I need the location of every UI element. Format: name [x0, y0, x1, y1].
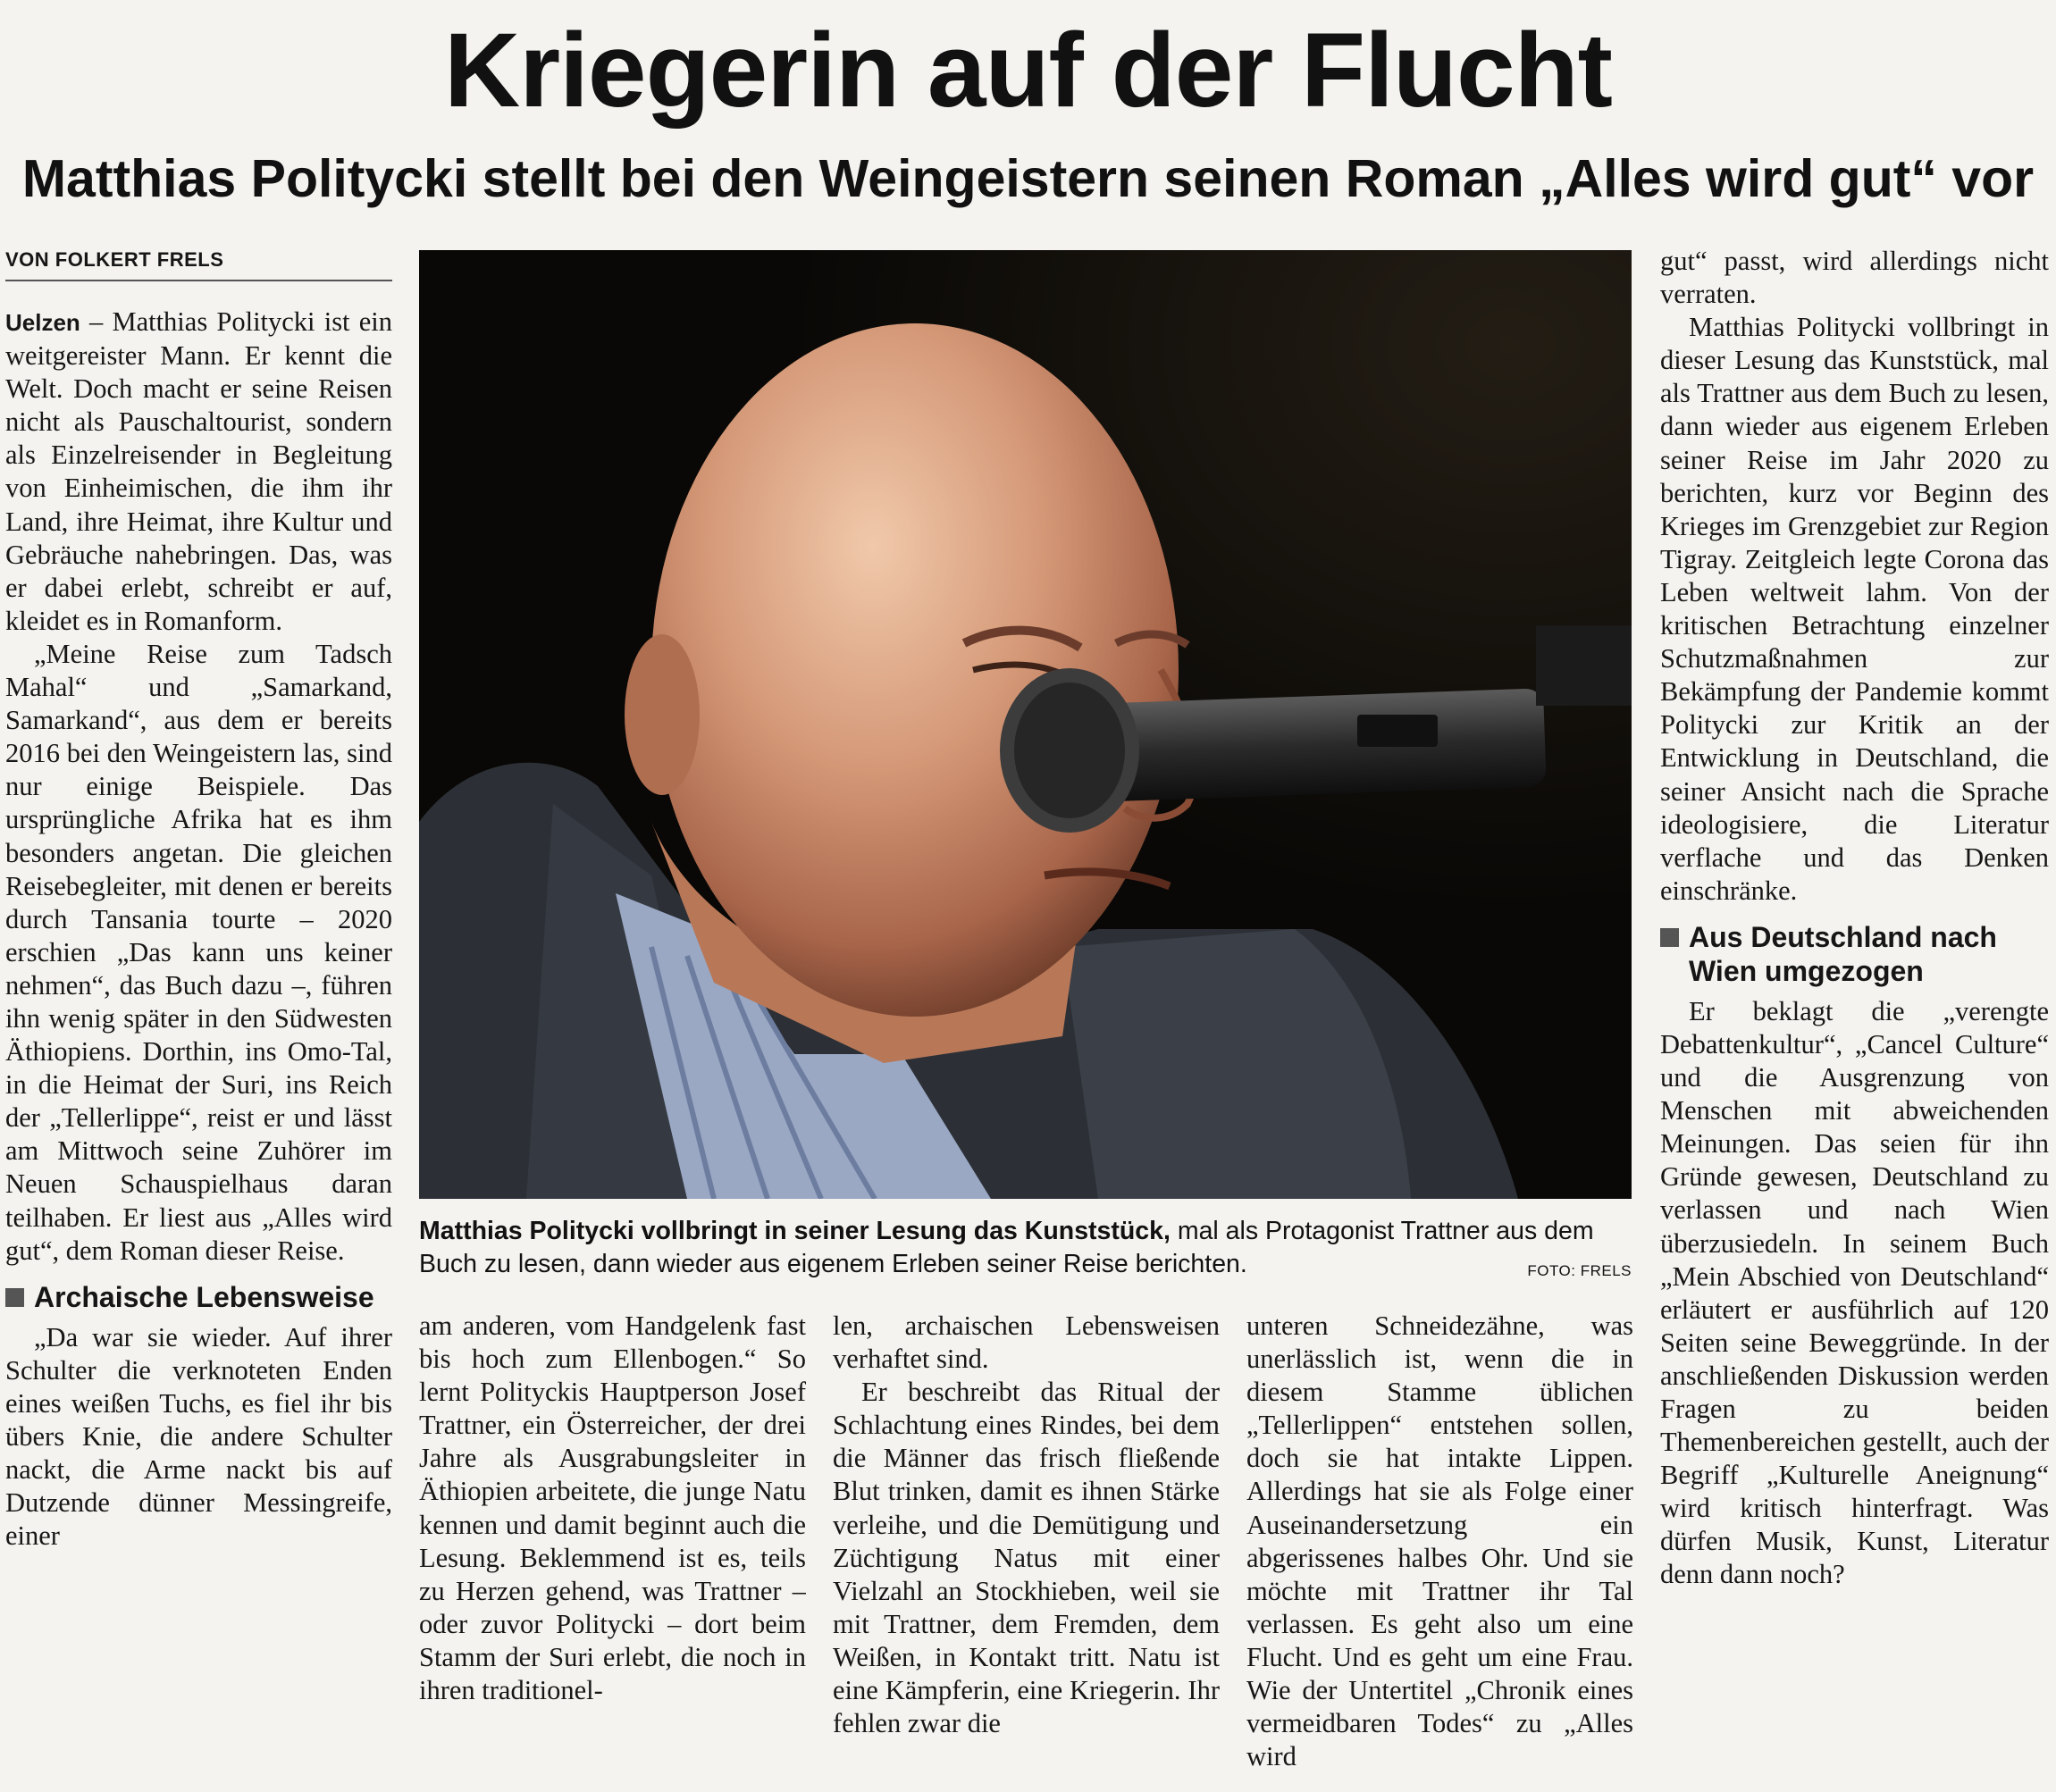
dateline: Uelzen — [5, 309, 80, 336]
paragraph: Er beschreibt das Ritual der Schlachtung eines Rindes, bei dem die Männer das frisch fließende Blut trinken, damit es ihnen Stärke verleihe, und die Demütigung und Züchtigung Natus mit einer Vielzahl an Stockhieben, weil sie mit Trattner, dem Fremden, dem Weißen, in Kontakt tritt. Natu ist eine Kämpferin, eine Kriegerin. Ihr fehlen zwar die — [833, 1377, 1220, 1739]
photo-caption — [419, 1215, 1632, 1287]
paragraph: Er beklagt die „verengte Debattenkultur“, „Cancel Culture“ und die Ausgrenzung von Menschen mit abweichenden Meinungen. Das seien für ihn Gründe gewesen, Deutschland zu verlassen und nach Wien überzusiedeln. In seinem Buch „Mein Abschied von Deutschland“ erläutert er ausführlich auf 120 Seiten seine Beweggründe. In der anschließenden Diskussion werden Fragen zu beiden Themenbereichen gestellt, auch der Begriff „Kulturelle Aneignung“ wird kritisch hinterfragt. Was dürfen Musik, Kunst, Literatur denn dann noch? — [1660, 995, 2049, 1590]
square-bullet-icon — [5, 1288, 24, 1307]
square-bullet-icon — [1660, 928, 1679, 947]
section-subhead-text: Archaische Lebensweise — [34, 1280, 374, 1313]
caption-bold-lead: Matthias Politycki vollbringt in seiner Lesung das Kunststück, — [419, 1217, 1171, 1245]
article-column-2 — [419, 1310, 806, 1792]
byline: VON FOLKERT FRELS — [5, 248, 392, 281]
paragraph: len, archaischen Lebensweisen verhaftet sind. — [833, 1311, 1220, 1375]
article-column-4 — [1246, 1310, 1633, 1792]
article-column-3 — [833, 1310, 1220, 1792]
article-photo — [419, 250, 1632, 1199]
portrait-illustration — [419, 250, 1632, 1199]
section-subhead-text: Aus Deutschland nach Wien umgezogen — [1689, 920, 1997, 987]
caption-text: mal als Protagonist Trattner aus dem Buch zu lesen, dann wieder aus eigenem Erleben seiner Reise berichten. — [419, 1217, 1594, 1278]
paragraph — [5, 306, 392, 638]
section-subhead — [1660, 920, 2049, 988]
paragraph-text: – Matthias Politycki ist ein weitgereister Mann. Er kennt die Welt. Doch macht er seine Reisen nicht als Pauschaltourist, sondern als Einzelreisender in Begleitung von Einheimischen, die ihm ihr Land, ihre Heimat, ihre Kultur und Gebräuche nahebringen. Das, was er dabei erlebt, schreibt er auf, kleidet es in Romanform. — [5, 306, 392, 636]
paragraph: am anderen, vom Handgelenk fast bis hoch zum Ellenbogen.“ So lernt Polityckis Hauptperson Josef Trattner, ein Österreicher, der drei Jahre als Ausgrabungsleiter in Äthiopien arbeitete, die junge Natu kennen und damit beginnt auch die Lesung. Beklemmend ist es, teils zu Herzen gehend, was Trattner – oder zuvor Politycki – dort beim Stamm der Suri erlebt, die noch in ihren traditionel- — [419, 1311, 806, 1706]
photo-credit: FOTO: FRELS — [1527, 1262, 1632, 1279]
paragraph: gut“ passt, wird allerdings nicht verraten. — [1660, 246, 2049, 310]
paragraph: „Meine Reise zum Tadsch Mahal“ und „Samarkand, Samarkand“, aus dem er bereits 2016 bei den Weingeistern las, sind nur einige Beispiele. Das ursprüngliche Afrika hat es ihm besonders angetan. Die gleichen Reisebegleiter, mit denen er bereits durch Tansania tourte – 2020 erschien „Das kann uns keiner nehmen“, das Buch dazu –, führen ihn wenig später in den Südwesten Äthiopiens. Dorthin, ins Omo-Tal, in die Heimat der Suri, ins Reich der „Tellerlippe“, reist er und lässt am Mittwoch seine Zuhörer im Neuen Schauspielhaus daran teilhaben. Er liest aus „Alles wird gut“, dem Roman dieser Reise. — [5, 638, 392, 1266]
paragraph: „Da war sie wieder. Auf ihrer Schulter die verknoteten Enden eines weißen Tuchs, es fiel ihr bis übers Knie, die andere Schulter nackt, die Arme nackt bis auf Dutzende dünner Messingreife, einer — [5, 1321, 392, 1552]
section-subhead — [5, 1280, 392, 1314]
subheadline: Matthias Politycki stellt bei den Weingeistern seinen Roman „Alles wird gut“ vor — [21, 149, 2035, 208]
paragraph: Matthias Politycki vollbringt in dieser Lesung das Kunststück, mal als Trattner aus dem Buch zu lesen, dann wieder aus eigenem Erleben seiner Reise im Jahr 2020 zu berichten, kurz vor Beginn des Krieges im Grenzgebiet zur Region Tigray. Zeitgleich legte Corona das Leben weltweit lahm. Von der kritischen Betrachtung einzelner Schutzmaßnahmen zur Bekämpfung der Pandemie kommt Politycki zur Kritik an der Entwicklung in Deutschland, die seiner Ansicht nach die Sprache ideologisiere, die Literatur verflache und das Denken einschränke. — [1660, 312, 2049, 906]
article-column-1 — [5, 306, 392, 1792]
paragraph: unteren Schneidezähne, was unerlässlich ist, wenn die in diesem Stamme üblichen „Tellerlippen“ entstehen sollen, doch sie hat intakte Lippen. Allerdings hat sie als Folge einer Auseinandersetzung ein abgerissenes halbes Ohr. Und sie möchte mit Trattner ihr Tal verlassen. Es geht also um eine Flucht. Und es geht um eine Frau. Wie der Untertitel „Chronik eines vermeidbaren Todes“ zu „Alles wird — [1246, 1311, 1633, 1772]
article-column-5 — [1660, 245, 2049, 1792]
headline: Kriegerin auf der Flucht — [444, 12, 1612, 130]
